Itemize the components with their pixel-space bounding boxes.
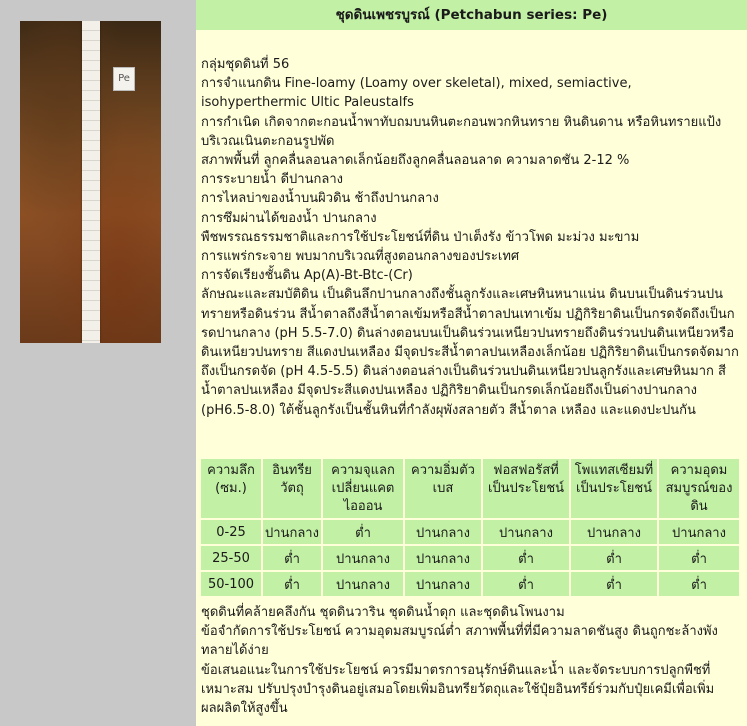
runoff: การไหลบ่าของน้ำบนผิวดิน ช้าถึงปานกลาง <box>201 191 439 207</box>
soil-group: กลุ่มชุดดินที่ 56 <box>201 57 290 72</box>
characteristics: ลักษณะและสมบัติดิน เป็นดินลึกปานกลางถึงชั้นลูกรังและเศษหินหนาแน่น ดินบนเป็นดินร่วนปนทรายหรือดินร่วน สีน้ำตาลถึงสีน้ำตาลเข้มหรือสีน้ำตาลปนเทาเข้ม ปฏิกิริยาดินเป็นกรดจัดถึงเป็นกรดปานกลาง (pH 5.5-7.0) ดินล่างตอนบนเป็นดินร่วนเหนียวปนทรายถึงดินร่วนปนดินเหนียวหรือดินเหนียวปนทราย สีแดงปนเหลือง มีจุดประสีน้ำตาลปนเหลืองเล็กน้อย ปฏิกิริยาดินเป็นกรดจัดมากถึงเป็นกรดจัด (pH 4.5-5.5) ดินล่างตอนล่างเป็นดินร่วนปนดินเหนียวปนลูกรังและเศษหินมาก สีน้ำตาลปนเหลือง มีจุดประสีแดงปนเหลือง ปฏิกิริยาดินเป็นกรดเล็กน้อยถึงเป็นด่างปานกลาง (pH6.5-8.0) ใต้ชั้นลูกรังเป็นชั้นหินที่กำลังผุพังสลายตัว สีน้ำตาล เหลือง และแดงปะปนกัน <box>201 287 739 418</box>
table-cell: ปานกลาง <box>404 519 482 545</box>
distribution: การแพร่กระจาย พบมากบริเวณที่สูงตอนกลางของประเทศ <box>201 249 520 265</box>
series-tag: Pe <box>113 67 135 91</box>
soil-usage-notes <box>201 603 741 718</box>
table-cell: 0-25 <box>201 519 262 545</box>
table-cell: ปานกลาง <box>262 519 322 545</box>
header-cec: ความจุแลกเปลี่ยนแคตไอออน <box>322 459 404 519</box>
soil-profile-photo <box>20 21 161 343</box>
header-potassium: โพแทสเซียมที่เป็นประโยชน์ <box>570 459 658 519</box>
drainage: การระบายน้ำ ดีปานกลาง <box>201 172 343 188</box>
header-base-saturation: ความอิ่มตัวเบส <box>404 459 482 519</box>
table-row <box>201 519 739 545</box>
table-cell: ปานกลาง <box>404 545 482 571</box>
table-cell: ต่ำ <box>262 545 322 571</box>
header-fertility: ความอุดมสมบูรณ์ของดิน <box>658 459 739 519</box>
table-cell: ต่ำ <box>482 545 570 571</box>
table-cell: ต่ำ <box>570 571 658 596</box>
table-cell: ต่ำ <box>322 519 404 545</box>
limitations: ข้อจำกัดการใช้ประโยชน์ ความอุดมสมบูรณ์ต่ำ สภาพพื้นที่ที่มีความลาดชันสูง ดินถูกชะล้างพังทลายได้ง่าย <box>201 624 718 659</box>
table-cell: ปานกลาง <box>404 571 482 596</box>
page-title: ชุดดินเพชรบูรณ์ (Petchabun series: Pe) <box>196 0 747 30</box>
table-cell: ต่ำ <box>262 571 322 596</box>
classification: การจำแนกดิน Fine-loamy (Loamy over skeletal), mixed, semiactive, isohyperthermic Ultic Paleustalfs <box>201 76 632 111</box>
recommendations: ข้อเสนอแนะในการใช้ประโยชน์ ควรมีมาตรการอนุรักษ์ดินและน้ำ และจัดระบบการปลูกพืชที่เหมาะสม ปรับปรุงบำรุงดินอยู่เสมอโดยเพิ่มอินทรียวัตถุและใช้ปุ๋ยอินทรีย์ร่วมกับปุ๋ยเคมีเพื่อเพิ่มผลผลิตให้สูงขึ้น <box>201 662 715 717</box>
table-cell: ต่ำ <box>482 571 570 596</box>
table-cell: ปานกลาง <box>322 545 404 571</box>
table-cell: ปานกลาง <box>322 571 404 596</box>
table-header-row <box>201 459 739 519</box>
left-panel <box>0 0 182 726</box>
table-cell: ปานกลาง <box>658 519 739 545</box>
content-panel <box>196 0 747 726</box>
table-row <box>201 571 739 596</box>
origin: การกำเนิด เกิดจากตะกอนน้ำพาทับถมบนหินตะกอนพวกหินทราย หินดินดาน หรือหินทรายแป้ง บริเวณเนินตะกอนรูปพัด <box>201 114 722 149</box>
horizons: การจัดเรียงชั้นดิน Ap(A)-Bt-Btc-(Cr) <box>201 268 413 284</box>
table-cell: ปานกลาง <box>482 519 570 545</box>
vegetation: พืชพรรณธรรมชาติและการใช้ประโยชน์ที่ดิน ป่าเต็งรัง ข้าวโพด มะม่วง มะขาม <box>201 229 640 245</box>
measuring-tape <box>82 21 100 343</box>
permeability: การซึมผ่านได้ของน้ำ ปานกลาง <box>201 210 377 226</box>
header-depth: ความลึก (ซม.) <box>201 459 262 519</box>
table-row <box>201 545 739 571</box>
table-cell: ต่ำ <box>570 545 658 571</box>
landform: สภาพพื้นที่ ลูกคลื่นลอนลาดเล็กน้อยถึงลูกคลื่นลอนลาด ความลาดชัน 2-12 % <box>201 153 630 169</box>
header-organic-matter: อินทรียวัตถุ <box>262 459 322 519</box>
similar-series: ชุดดินที่คล้ายคลึงกัน ชุดดินวาริน ชุดดินน้ำดุก และชุดดินโพนงาม <box>201 605 565 620</box>
table-cell: ต่ำ <box>658 545 739 571</box>
table-cell: 50-100 <box>201 571 262 596</box>
header-phosphorus: ฟอสฟอรัสที่เป็นประโยชน์ <box>482 459 570 519</box>
soil-description <box>201 55 741 420</box>
soil-properties-table <box>201 459 739 596</box>
table-cell: ปานกลาง <box>570 519 658 545</box>
table-cell: 25-50 <box>201 545 262 571</box>
table-cell: ต่ำ <box>658 571 739 596</box>
